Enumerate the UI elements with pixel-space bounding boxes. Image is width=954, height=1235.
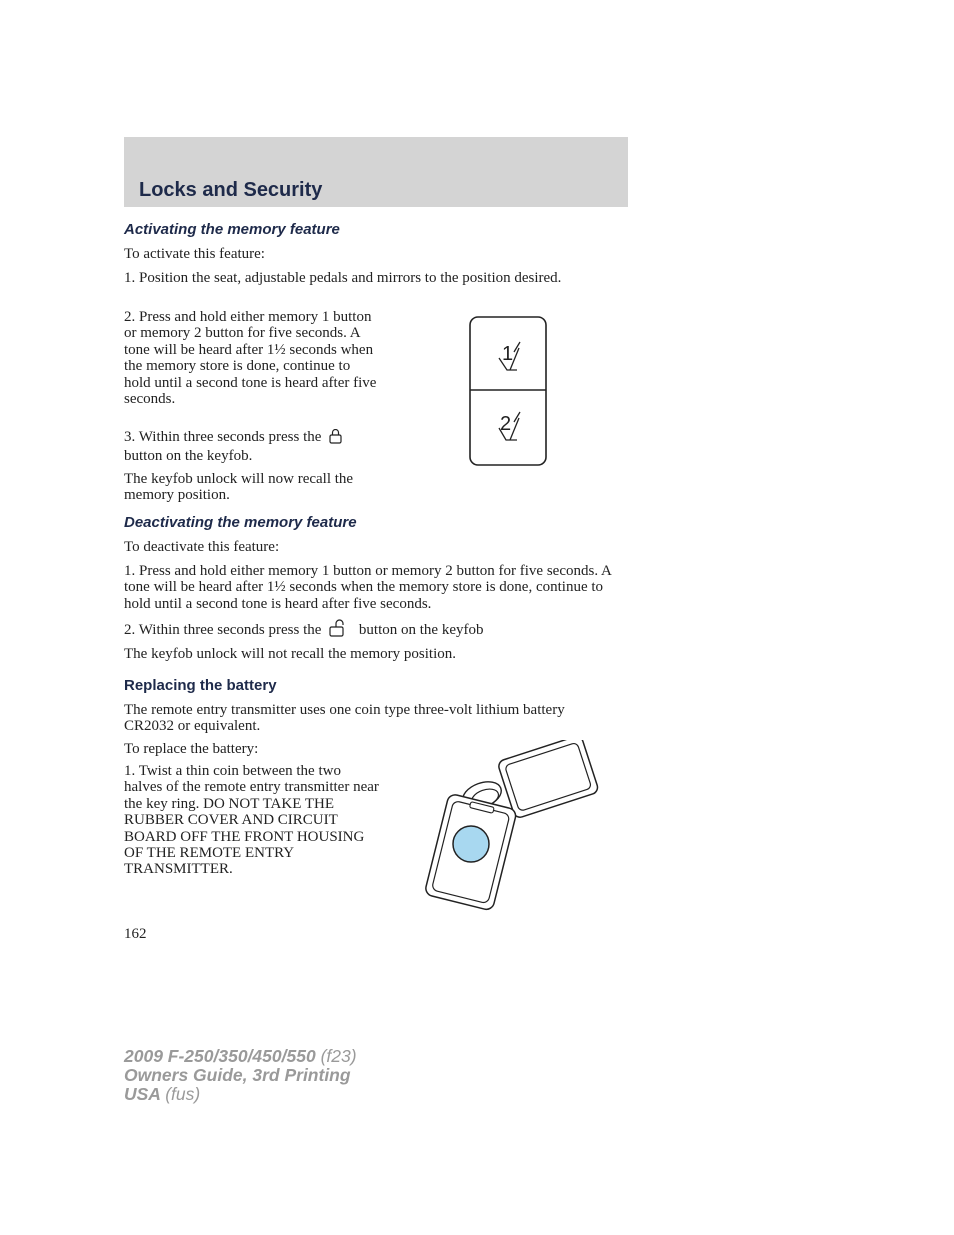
battery-coin (453, 826, 489, 862)
keyfob-illustration (420, 740, 605, 917)
activate-step-1: 1. Position the seat, adjustable pedals and mirrors to the position desired. (124, 270, 562, 286)
battery-paragraph-1: The remote entry transmitter uses one coin type three-volt lithium battery CR2032 or equivalent. (124, 702, 565, 735)
footer-model-code: (f23) (320, 1046, 357, 1066)
section-header-band (124, 137, 628, 207)
footer-printing: Owners Guide, 3rd Printing (124, 1065, 351, 1085)
svg-text:2: 2 (500, 413, 512, 435)
activate-result: The keyfob unlock will now recall the memory position. (124, 471, 354, 504)
page-number: 162 (124, 926, 147, 942)
footer-model: 2009 F-250/350/450/550 (124, 1046, 316, 1066)
battery-paragraph-2: To replace the battery: (124, 741, 259, 757)
svg-text:1: 1 (502, 343, 514, 365)
deactivate-step-1: 1. Press and hold either memory 1 button or memory 2 button for five seconds. A tone will be heard after 1½ seconds when the memory store is done, continue to hold until a second tone is heard after five seconds. (124, 563, 612, 612)
deactivate-step-2-text-b: button on the keyfob (358, 622, 484, 638)
deactivate-intro: To deactivate this feature: (124, 539, 280, 555)
deactivate-step-2-text-a: 2. Within three seconds press the (124, 622, 322, 638)
memory-buttons-figure (469, 316, 549, 473)
activate-intro: To activate this feature: (124, 246, 265, 262)
activating-heading: Activating the memory feature (124, 221, 340, 238)
lock-icon (325, 429, 347, 448)
footer-region: USA (124, 1084, 161, 1104)
activate-step-3 (124, 429, 379, 465)
activate-step-3-text-a: 3. Within three seconds press the (124, 429, 322, 445)
battery-heading: Replacing the battery (124, 677, 277, 694)
activate-step-2: 2. Press and hold either memory 1 button or memory 2 button for five seconds. A tone will be heard after 1½ seconds when the memory store is done, continue to hold until a second tone is heard after five seconds. (124, 309, 377, 408)
footer-edition (124, 1047, 357, 1104)
deactivate-step-2 (124, 619, 624, 641)
activate-step-3-text-b: button on the keyfob. (124, 448, 253, 465)
battery-step-1: 1. Twist a thin coin between the two halves of the remote entry transmitter near the key ring. DO NOT TAKE THE RUBBER COVER AND CIRCUIT BOARD OFF THE FRONT HOUSING OF THE REMOTE ENTRY TRANSMITTER. (124, 763, 379, 878)
section-title: Locks and Security (139, 179, 323, 201)
footer-region-code: (fus) (165, 1084, 201, 1104)
deactivating-heading: Deactivating the memory feature (124, 514, 357, 531)
deactivate-result: The keyfob unlock will not recall the memory position. (124, 646, 457, 662)
unlock-icon (327, 619, 349, 641)
